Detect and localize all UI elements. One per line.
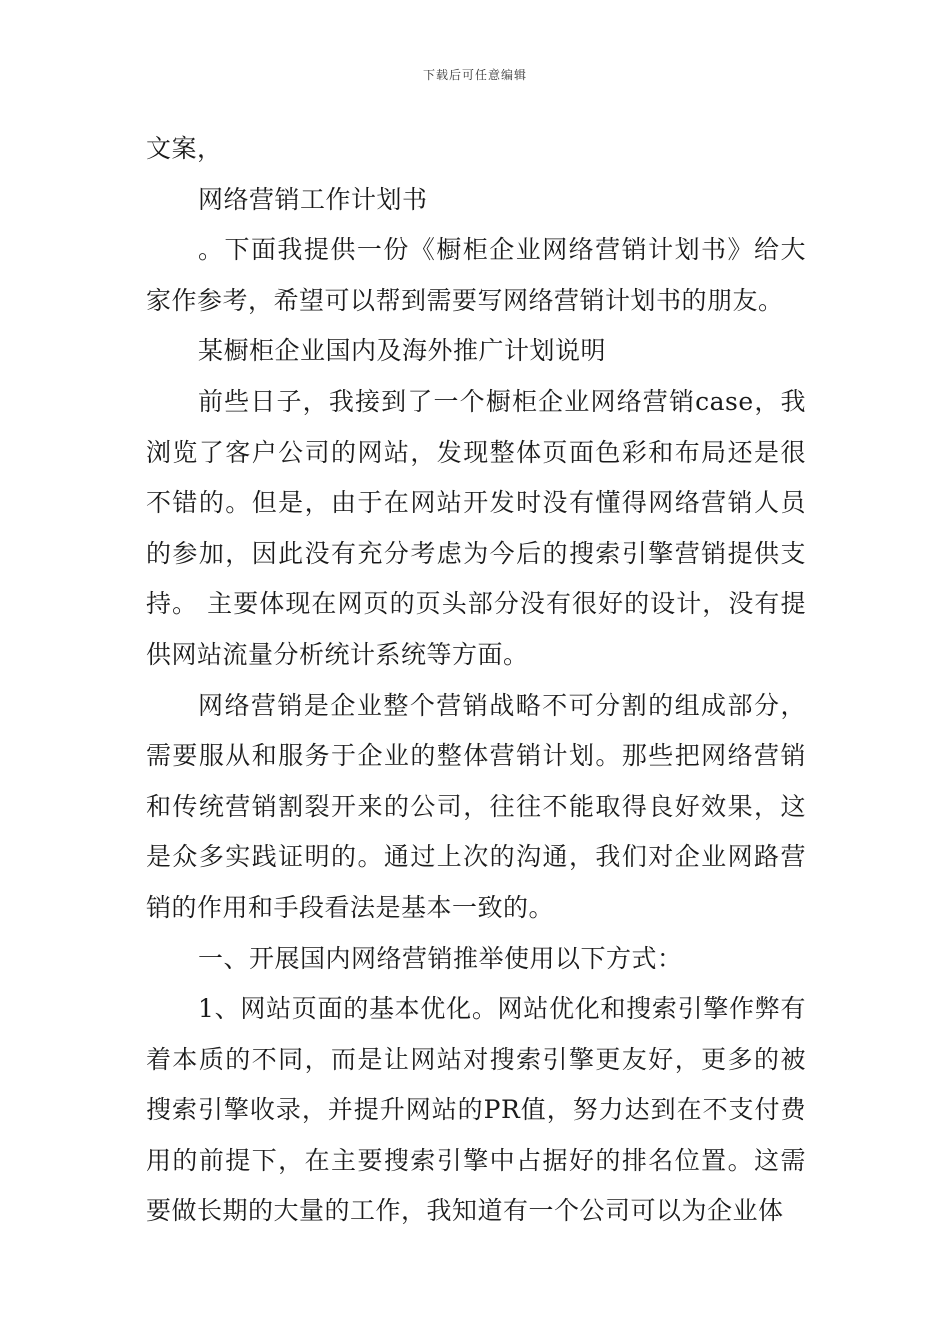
paragraph-subtitle: 某橱柜企业国内及海外推广计划说明 <box>198 336 607 366</box>
paragraph-strategy: 网络营销是企业整个营销战略不可分割的组成部分，需要服从和服务于企业的整体营销计划。那些把网络营销和传统营销割裂开来的公司，往往不能取得良好效果，这是众多实践证明的。通过上次的沟通，我们对企业网路营销的作用和手段看法是基本一致的。 <box>146 690 806 922</box>
paragraph-section-heading: 一、开展国内网络营销推举使用以下方式： <box>198 943 683 973</box>
header-note: 下载后可任意编辑 <box>422 68 527 82</box>
paragraph-title: 网络营销工作计划书 <box>198 184 428 214</box>
paragraph-intro: 。下面我提供一份《橱柜企业网络营销计划书》给大家作参考，希望可以帮到需要写网络营销计划书的朋友。 <box>146 235 806 315</box>
paragraph-case: 前些日子，我接到了一个橱柜企业网络营销case，我浏览了客户公司的网站，发现整体页面色彩和布局还是很不错的。但是，由于在网站开发时没有懂得网络营销人员的参加，因此没有充分考虑为今后的搜索引擎营销提供支持。 主要体现在网页的页头部分没有很好的设计，没有提供网站流量分析统计系统等方面。 <box>146 386 806 669</box>
paragraph-opening: 文案， <box>146 134 223 163</box>
document-body <box>146 124 806 1237</box>
paragraph-item-1: 1、网站页面的基本优化。网站优化和搜索引擎作弊有着本质的不同，而是让网站对搜索引擎更友好，更多的被搜索引擎收录，并提升网站的PR值，努力达到在不支付费用的前提下，在主要搜索引擎中占据好的排名位置。这需要做长期的大量的工作，我知道有一个公司可以为企业体 <box>146 994 806 1226</box>
